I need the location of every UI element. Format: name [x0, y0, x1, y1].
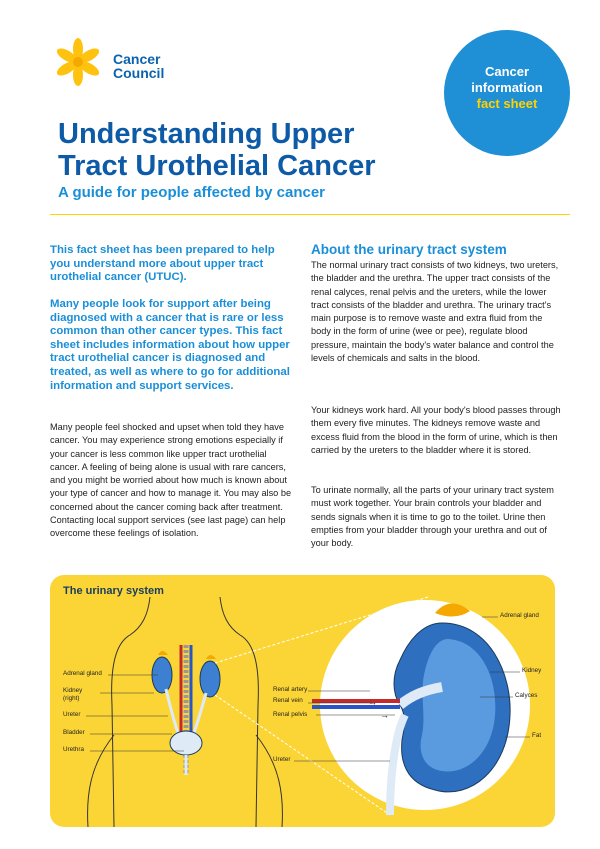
intro-paragraph-3: Many people feel shocked and upset when told they have cancer. You may experience strong emotions especially if your cancer is less common like upper tract urothelial cancer. A feeling of being alone is usual with rare cancers, and you might be worried about how much is known about your type of cancer and how to manage it. You may also be concerned about the cancer coming back after treatment. Contacting local support services (see last page) can help overcome these feelings of isolation. — [50, 422, 292, 539]
label-bladder: Bladder — [63, 729, 85, 736]
label-renal-pelvis: Renal pelvis — [273, 711, 308, 718]
urinary-paragraph-2: Your kidneys work hard. All your body's blood passes through them every five minutes. The kidneys remove waste and excess fluid from the blood in the form of urine, which is then carried by the ureters to the bladder where it is stored. — [311, 405, 561, 455]
label-adrenal-gland-left: Adrenal gland — [63, 670, 102, 677]
fact-sheet-badge — [444, 30, 570, 156]
badge-line-3: fact sheet — [476, 96, 538, 111]
label-urethra: Urethra — [63, 746, 84, 753]
section-heading-urinary: About the urinary tract system — [311, 242, 507, 257]
svg-text:→: → — [368, 697, 377, 707]
brand-name — [113, 52, 164, 80]
title-line-2: Tract Urothelial Cancer — [58, 150, 376, 182]
label-ureter-zoom: Ureter — [273, 756, 291, 763]
intro-paragraph-2: Many people look for support after being diagnosed with a cancer that is rare or less common than other cancer types. This fact sheet includes information about how upper tract urothelial cancer is diagnosed and treated, as well as where to go for additional information and support services. — [50, 298, 290, 392]
label-calyces: Calyces — [515, 692, 538, 699]
urinary-system-diagram — [50, 575, 555, 827]
label-adrenal-gland-right: Adrenal gland — [500, 612, 539, 619]
label-fat: Fat — [532, 732, 542, 739]
page-title — [58, 118, 376, 182]
badge-line-1: Cancer — [484, 64, 530, 79]
brand-line-1: Cancer — [113, 51, 161, 67]
svg-text:→: → — [380, 710, 389, 720]
page-subtitle: A guide for people affected by cancer — [58, 184, 326, 201]
label-ureter-left: Ureter — [63, 711, 81, 718]
diagram-title: The urinary system — [63, 585, 164, 597]
urinary-paragraph-1: The normal urinary tract consists of two kidneys, two ureters, the bladder and the urethra. The upper tract consists of the renal calyces, renal pelvis and the ureters, while the lower tract consists of the bladder and urethra. The urinary tract's main purpose is to remove waste and extra fluid from the body in the form of urine (wee or pee), regulate blood pressure, maintain the body's water balance and control the levels of chemicals and salts in the blood. — [311, 260, 559, 364]
label-kidney-right-note: (right) — [63, 695, 80, 702]
label-renal-artery: Renal artery — [273, 686, 308, 693]
label-kidney-right: Kidney — [522, 667, 542, 674]
intro-paragraph-1: This fact sheet has been prepared to help you understand more about upper tract urothelial cancer (UTUC). — [50, 244, 275, 284]
divider — [50, 214, 570, 215]
brand-line-2: Council — [113, 65, 165, 81]
urinary-paragraph-3: To urinate normally, all the parts of your urinary tract system must work together. Your brain controls your bladder and sends signals when it is time to go to the toilet. Urine then empties from your bladder through your urethra and out of your body. — [311, 485, 554, 549]
badge-line-2: information — [471, 80, 543, 95]
title-line-1: Understanding Upper — [58, 118, 355, 150]
label-renal-vein: Renal vein — [273, 697, 303, 704]
label-kidney-left: Kidney — [63, 687, 83, 694]
